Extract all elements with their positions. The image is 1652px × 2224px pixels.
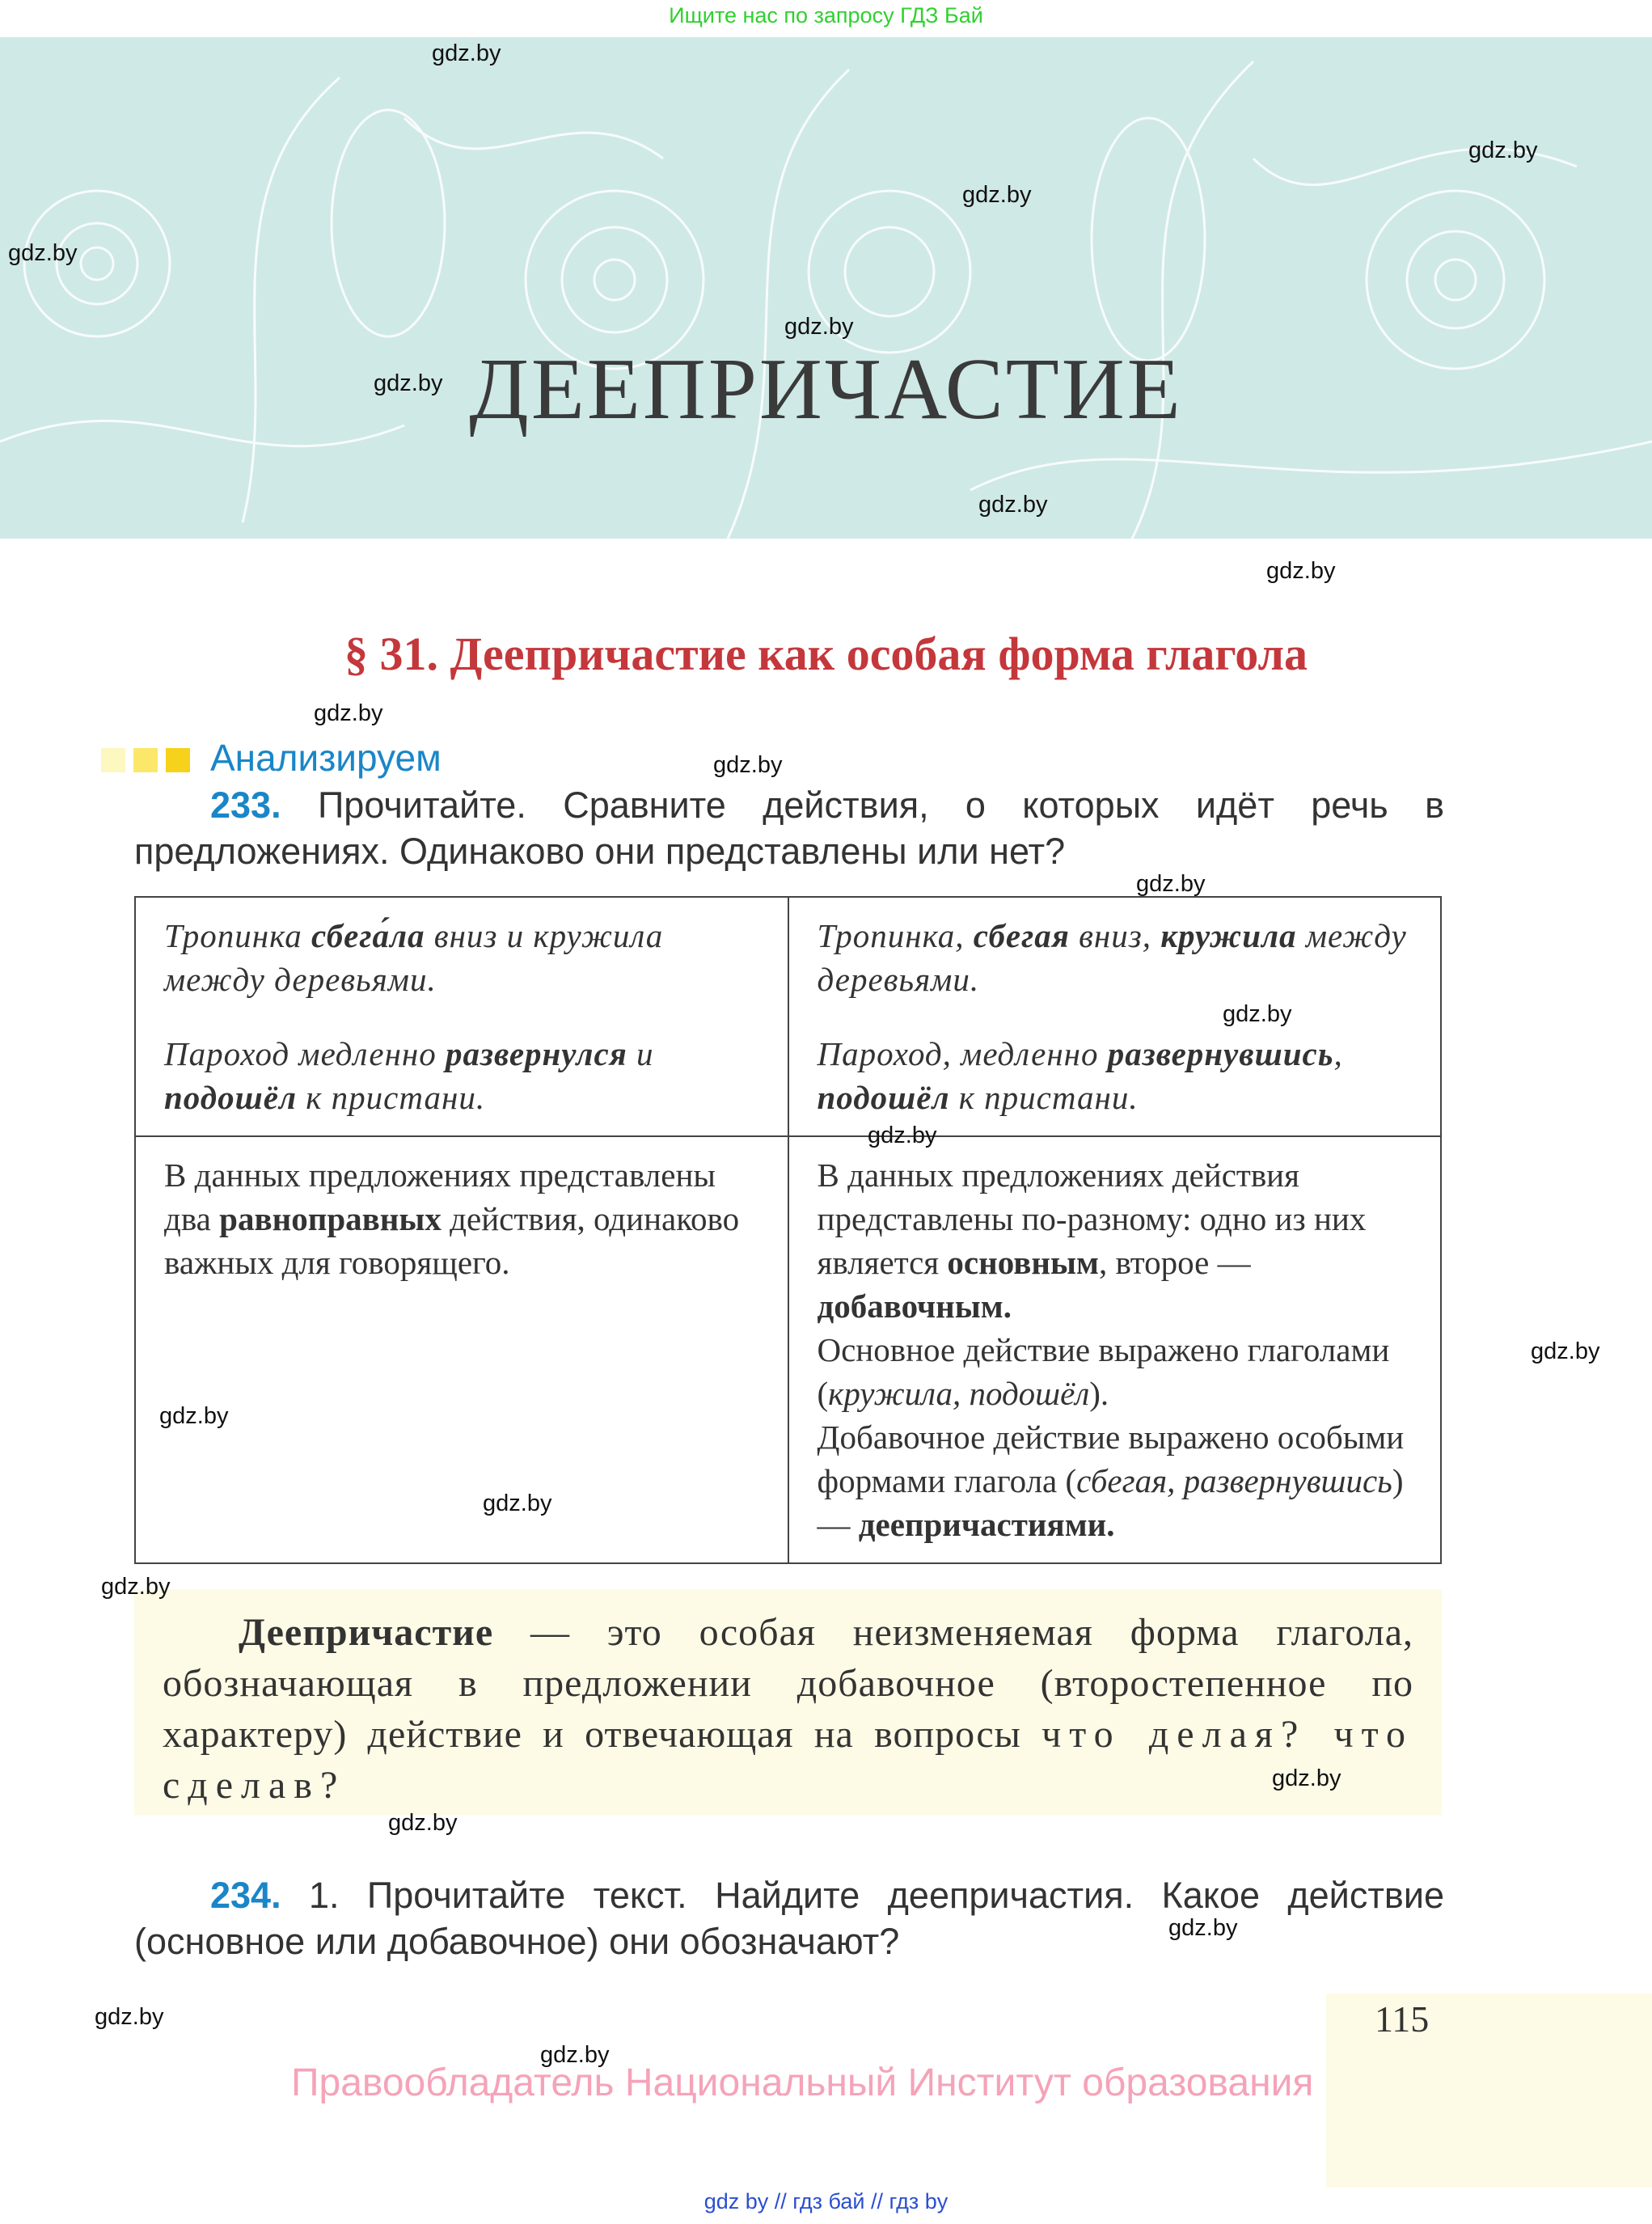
comparison-table (134, 896, 1442, 1564)
chapter-banner (0, 37, 1652, 539)
watermark: gdz.by (8, 240, 78, 266)
rubric-square (166, 748, 190, 772)
watermark: gdz.by (159, 1403, 229, 1429)
watermark: gdz.by (1136, 871, 1206, 897)
rubric-square (133, 748, 158, 772)
bottom-links[interactable]: gdz by // гдз бай // гдз by (703, 2189, 949, 2213)
watermark: gdz.by (978, 492, 1048, 518)
left-explanation: В данных предложениях представлены два равноправных действия, одинаково важных для говорящего. (135, 1136, 788, 1563)
watermark: gdz.by (101, 1574, 171, 1600)
left-examples: Тропинка сбега́ла вниз и кружила между деревьями. Пароход медленно развернулся и подошёл к пристани. (135, 897, 788, 1136)
watermark: gdz.by (1531, 1338, 1600, 1364)
watermark: gdz.by (95, 2004, 164, 2030)
right-explanation: В данных предложениях действия представлены по-разному: одно из них является основным, второе — добавочным. Основное действие выражено глаголами (кружила, подошёл). Добавочное действие выражено особыми формами глагола (сбегая, развернувшись) — деепричастиями. (788, 1136, 1442, 1563)
watermark: gdz.by (540, 2042, 610, 2068)
watermark: gdz.by (962, 182, 1032, 208)
definition-term: Деепричастие (239, 1611, 494, 1654)
task-number: 234. (210, 1875, 281, 1916)
task-text: 1. Прочитайте текст. Найдите деепричастия. Какое действие (основное или добавочное) они обозначают? (134, 1875, 1444, 1962)
task-234 (134, 1872, 1444, 1964)
right-examples: Тропинка, сбегая вниз, кружила между деревьями. Пароход, медленно развернувшись, подошёл к пристани. (788, 897, 1442, 1136)
section-title: § 31. Деепричастие как особая форма глагола (344, 628, 1308, 680)
floral-pattern (0, 37, 1652, 539)
rubric-label: Анализируем (210, 737, 442, 779)
watermark: gdz.by (1168, 1915, 1238, 1941)
copyright-note: Правообладатель Национальный Институт образования (291, 2061, 1314, 2104)
rubric-square (101, 748, 125, 772)
definition-box: Деепричастие — это особая неизменяемая форма глагола, обозначающая в предложении добавочное (второстепенное по характеру) действие и отвечающая на вопросы что делая? что сделав? (134, 1589, 1442, 1816)
watermark: gdz.by (1223, 1001, 1292, 1027)
watermark: gdz.by (713, 752, 783, 778)
definition-questions: что делая? что сделав? (163, 1713, 1413, 1807)
watermark: gdz.by (868, 1123, 937, 1148)
watermark: gdz.by (388, 1810, 458, 1836)
watermark: gdz.by (1468, 137, 1538, 163)
page-number: 115 (1375, 1998, 1430, 2040)
task-text: Прочитайте. Сравните действия, о которых идёт речь в предложениях. Одинаково они представлены или нет? (134, 784, 1444, 872)
task-number: 233. (210, 784, 281, 826)
chapter-title: ДЕЕПРИЧАСТИЕ (469, 341, 1183, 438)
watermark: gdz.by (314, 700, 383, 726)
task-233 (134, 782, 1444, 874)
watermark: gdz.by (784, 314, 854, 340)
watermark: gdz.by (432, 40, 501, 66)
watermark: gdz.by (483, 1490, 552, 1516)
top-note: Ищите нас по запросу ГДЗ Бай (669, 3, 983, 27)
watermark: gdz.by (1266, 558, 1336, 584)
watermark: gdz.by (1272, 1765, 1341, 1791)
watermark: gdz.by (374, 370, 443, 396)
